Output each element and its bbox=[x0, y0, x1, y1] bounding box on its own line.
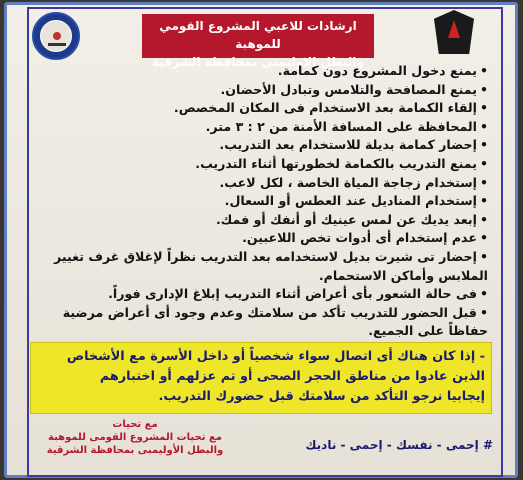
rule-item: •يمنع دخول المشروع دون كمامة. bbox=[277, 63, 488, 78]
rule-item: •إحضار كمامة بديلة للاستخدام بعد التدريب. bbox=[219, 137, 488, 153]
rule-item: •إستخدام المناديل عند العطس أو السعال. bbox=[224, 193, 488, 209]
national-project-emblem-icon bbox=[428, 10, 480, 58]
club-emblem-icon bbox=[32, 12, 80, 60]
rule-item: •المحافظة على المسافة الأمنة من ٢ : ٣ متر. bbox=[205, 118, 488, 134]
warning-notice bbox=[30, 342, 492, 414]
notice-line-2: الذين عادوا من مناطق الحجر الصحى أو تم عزلهم أو اختبارهم bbox=[99, 369, 485, 384]
notice-line-1: - إذا كان هناك أى اتصال سواء شخصياً أو داخل الأسرة مع الأشخاص bbox=[66, 349, 485, 364]
rule-item: •قبل الحضور للتدريب تأكد من سلامتك وعدم وجود أى أعراض مرضية حفاظاً على الجميع. bbox=[62, 304, 488, 339]
notice-line-3: إيجابيا نرجو التأكد من سلامتك قبل حضورك التدريب. bbox=[158, 389, 485, 404]
signature-block bbox=[30, 418, 240, 457]
rule-item: •إلقاء الكمامة بعد الاستخدام فى المكان المخصص. bbox=[173, 100, 488, 116]
page-title bbox=[142, 14, 374, 69]
rule-item: •إبعد يديك عن لمس عينيك أو أنفك أو فمك. bbox=[215, 211, 488, 227]
signature-greeting: مع تحيات bbox=[112, 419, 158, 430]
header bbox=[22, 8, 498, 69]
rules-list bbox=[30, 62, 492, 341]
rule-item: •إحضار تى شيرت بديل لاستخدامه بعد التدريب نظراً لإغلاق غرف تغيير الملابس وأماكن الاستحمام. bbox=[53, 248, 488, 283]
rule-item: •يمنع المصافحة والتلامس وتبادل الأحضان. bbox=[220, 81, 488, 97]
rule-item: •فى حالة الشعور بأى أعراض أثناء التدريب إبلاغ الإدارى فوراً. bbox=[108, 286, 488, 302]
rule-item: •يمنع التدريب بالكمامة لخطورتها أثناء التدريب. bbox=[195, 155, 488, 171]
signature-org-line-2: والبطل الأوليمبى بمحافظة الشرقية bbox=[46, 445, 224, 456]
rule-item: •عدم إستخدام أى أدوات تخص اللاعبين. bbox=[242, 230, 488, 246]
signature-org-line-1: مع تحيات المشروع القومى للموهبة bbox=[48, 432, 222, 443]
title-line-1: ارشادات للاعبي المشروع القومي للموهبة bbox=[159, 19, 357, 51]
title-line-2: والبطل الاوليمبي بمحافظة الشرقية bbox=[152, 55, 364, 69]
hashtag-line: # إحمى - نفسك - إحمى - ناديك bbox=[305, 438, 493, 452]
rule-item: •إستخدام زجاجة المياة الخاصة ، لكل لاعب. bbox=[219, 174, 488, 190]
